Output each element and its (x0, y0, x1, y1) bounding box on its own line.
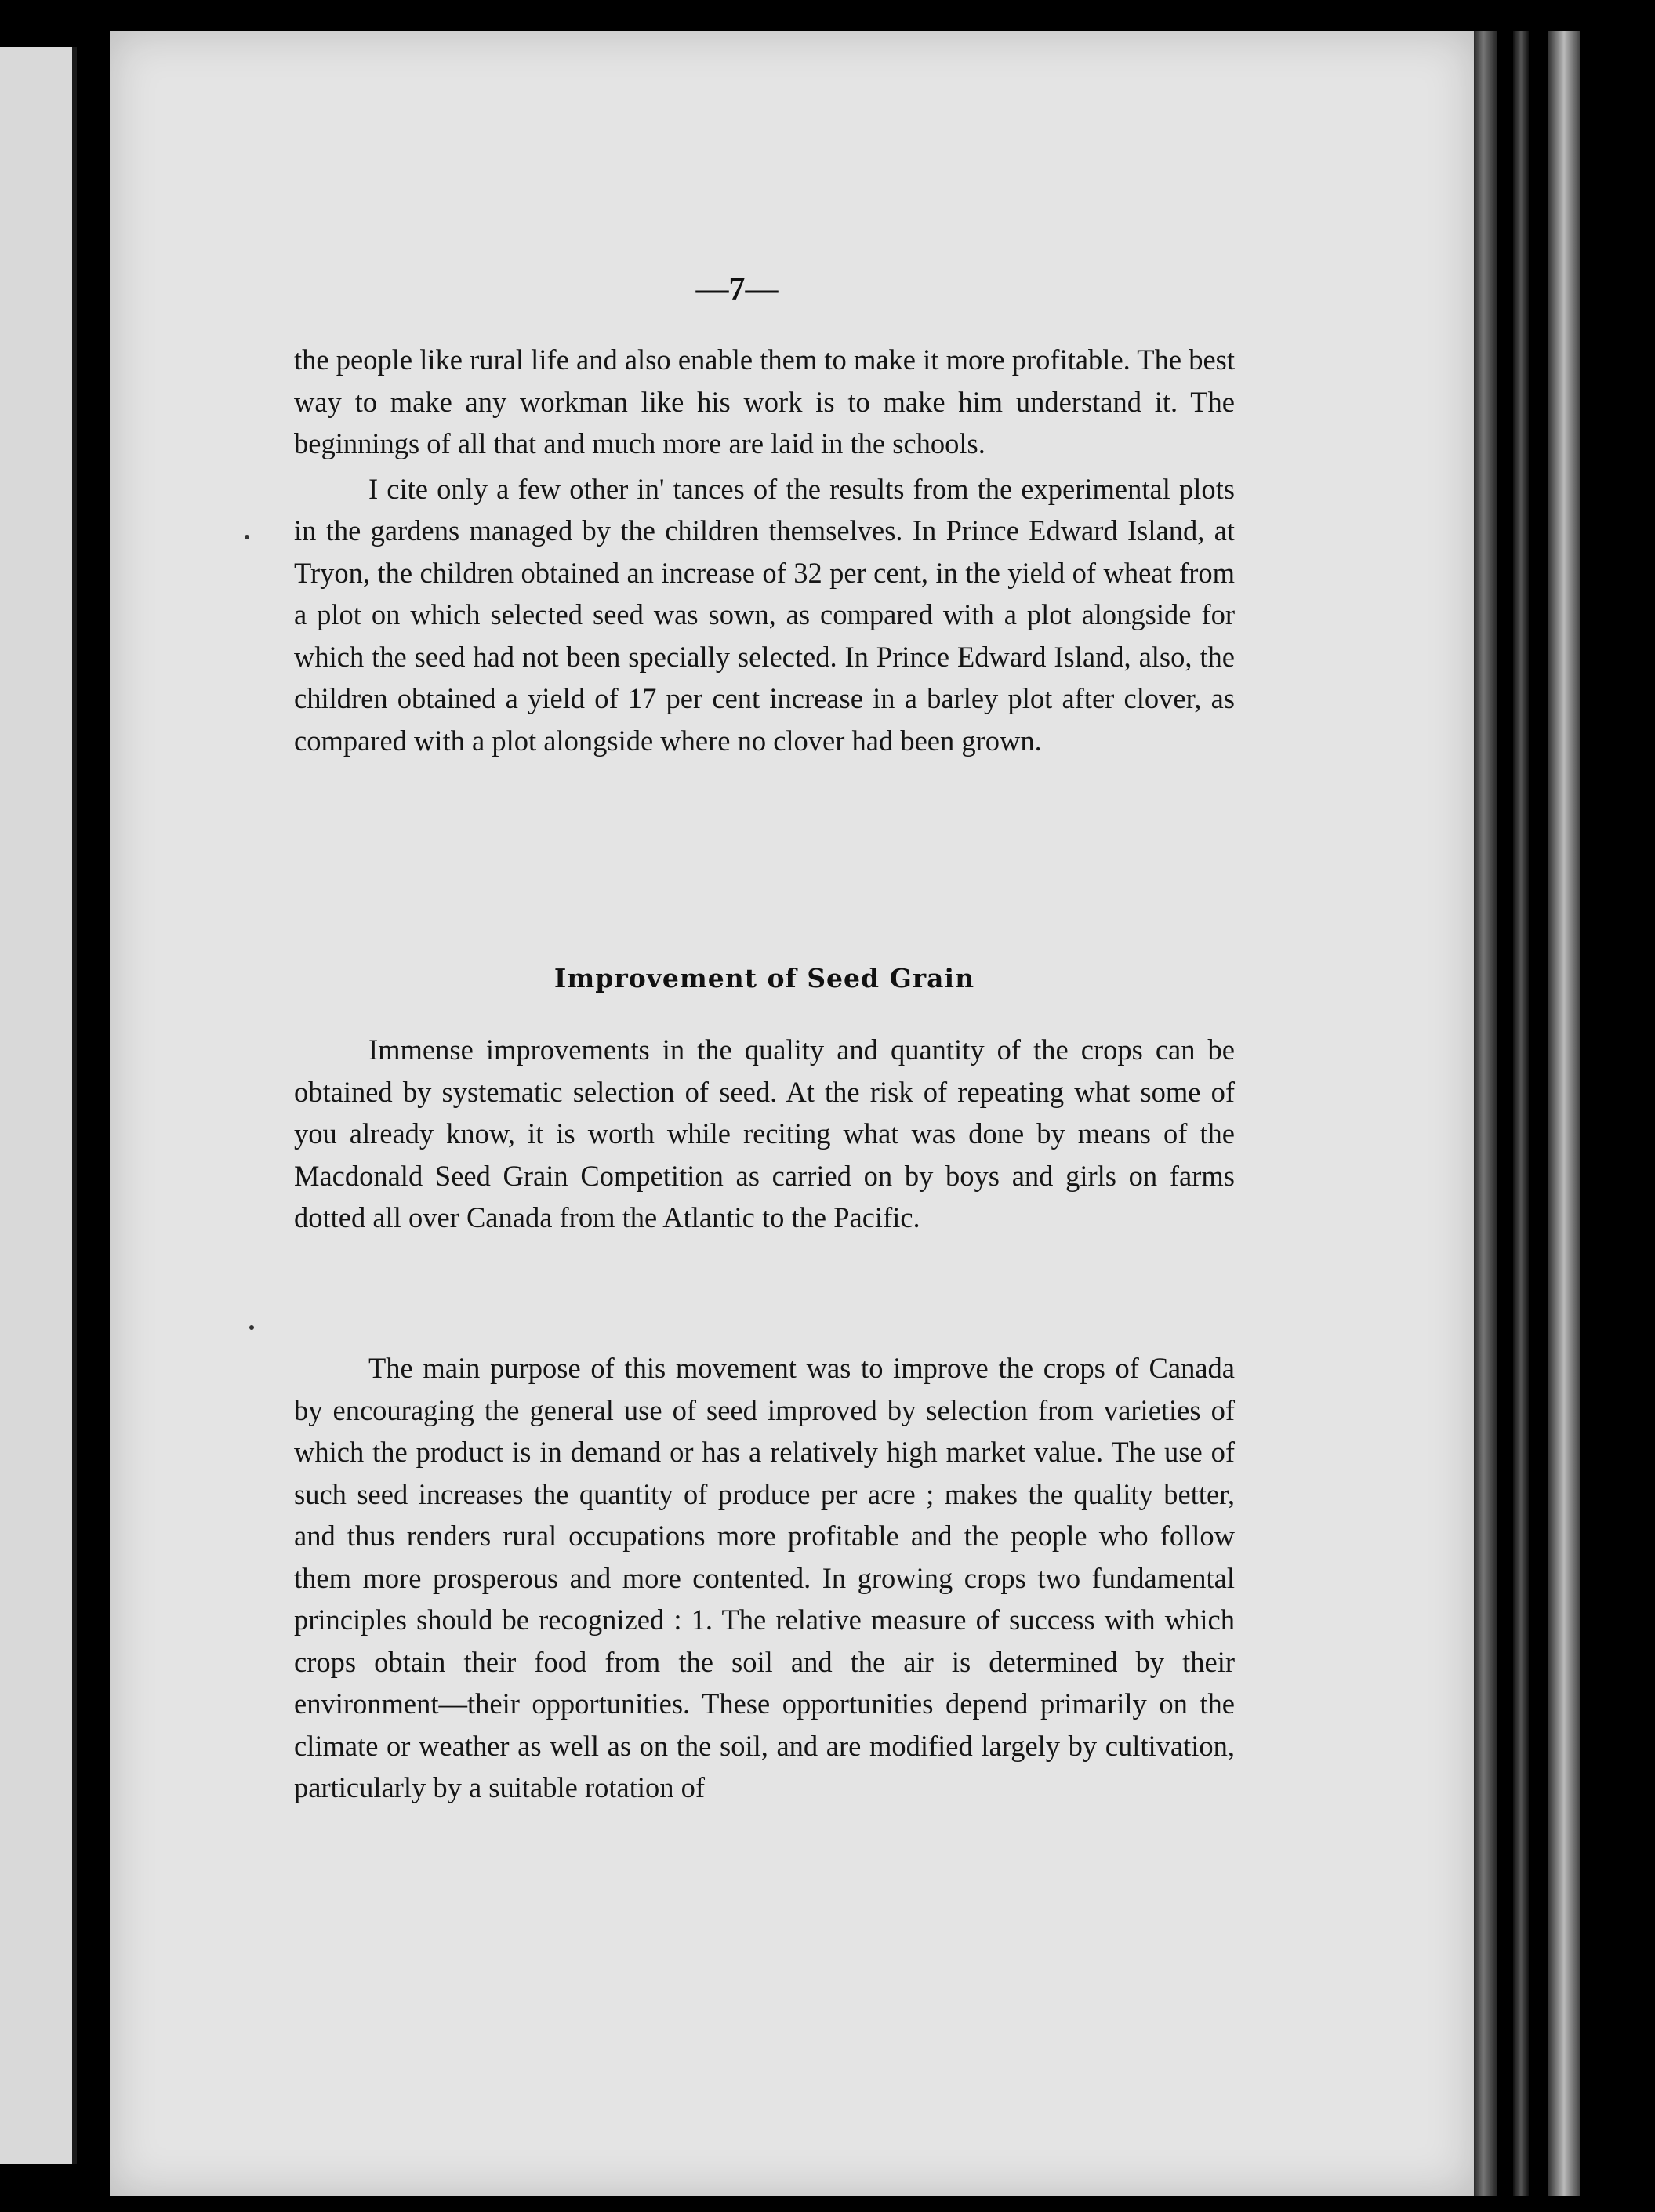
body-text-bottom (294, 1029, 1235, 1239)
book-cover-edge (1548, 31, 1580, 2196)
paragraph: The main purpose of this movement was to improve the crops of Canada by encouraging the general use of seed improved by selection from varieties of which the product is in demand or has a relatively high market value. The use of such seed increases the quantity of produce per acre ; makes the quality better, and thus renders rural occupations more profitable and the people who follow them more prosperous and more contented. In growing crops two fundamental principles should be recognized : 1. The relative measure of success with which crops obtain their food from the soil and the air is determined by their environment—their opportunities. These opportunities depend primarily on the climate or weather as well as on the soil, and are modified largely by cultivation, particularly by a suitable rotation of (294, 1352, 1235, 1803)
paragraph: I cite only a few other in' tances of the results from the experimental plots in the gardens managed by the children themselves. In Prince Edward Island, at Tryon, the children obtained an increase of 32 per cent, in the yield of wheat from a plot on which selected seed was sown, as compared with a plot alongside for which the seed had not been specially selected. In Prince Edward Island, also, the children obtained a yield of 17 per cent increase in a barley plot after clover, as compared with a plot alongside where no clover had been grown. (294, 472, 1235, 757)
page-stack-edge (1513, 31, 1529, 2196)
margin-mark (249, 1325, 254, 1330)
body-text-top (294, 339, 1235, 761)
paragraph: the people like rural life and also enable them to make it more profitable. The best way to make any workman like his work is to make him understand it. The beginnings of all that and much more are laid in the schools. (294, 343, 1235, 459)
body-text-bottom (294, 1347, 1235, 1809)
paragraph: Immense improvements in the quality and quantity of the crops can be obtained by systematic selection of seed. At the risk of repeating what some of you already know, it is worth while reciting what was done by means of the Macdonald Seed Grain Competition as carried on by boys and girls on farms dotted all over Canada from the Atlantic to the Pacific. (294, 1033, 1235, 1233)
facing-page-edge (0, 47, 77, 2164)
margin-mark (245, 535, 249, 539)
page-number: —7— (695, 271, 779, 307)
section-heading: Improvement of Seed Grain (553, 963, 975, 993)
page-stack-edge (1474, 31, 1497, 2196)
